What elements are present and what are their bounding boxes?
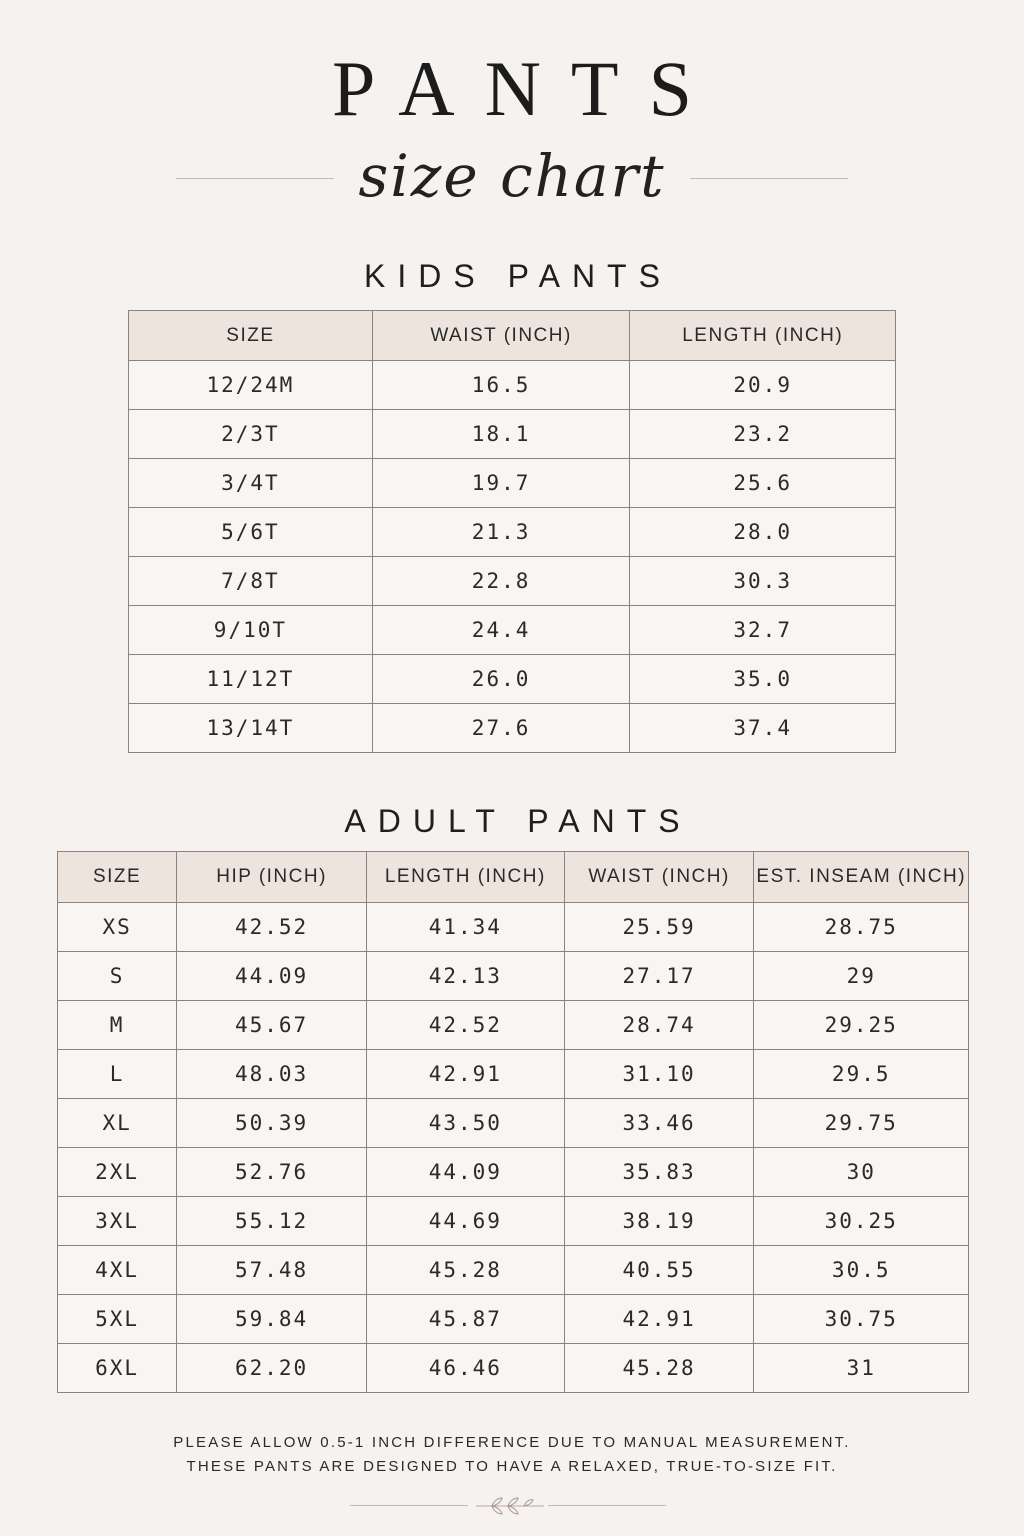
table-row <box>58 1001 969 1050</box>
kids-table-body <box>129 361 896 753</box>
note-fit: THESE PANTS ARE DESIGNED TO HAVE A RELAXED, TRUE-TO-SIZE FIT. <box>186 1458 838 1475</box>
adult-header-row <box>58 852 969 903</box>
kids-header-row <box>129 311 896 361</box>
table-cell: 44.09 <box>177 952 367 1001</box>
table-cell: 42.13 <box>366 952 564 1001</box>
table-row <box>58 1099 969 1148</box>
table-cell: 21.3 <box>372 508 630 557</box>
divider-right <box>690 178 848 179</box>
table-cell: S <box>58 952 177 1001</box>
table-cell: 33.46 <box>564 1099 754 1148</box>
table-row <box>129 704 896 753</box>
footer-divider-left <box>350 1505 468 1506</box>
table-cell: 26.0 <box>372 655 630 704</box>
footer-divider-right <box>548 1505 666 1506</box>
table-cell: 3/4T <box>129 459 373 508</box>
table-cell: 25.59 <box>564 903 754 952</box>
table-cell: 30.25 <box>754 1197 969 1246</box>
table-cell: 29.5 <box>754 1050 969 1099</box>
page-subtitle: size chart <box>358 142 666 210</box>
table-cell: 7/8T <box>129 557 373 606</box>
table-cell: 22.8 <box>372 557 630 606</box>
table-cell: 42.91 <box>564 1295 754 1344</box>
column-header: LENGTH (INCH) <box>630 311 896 361</box>
column-header: SIZE <box>58 852 177 903</box>
table-cell: 30.5 <box>754 1246 969 1295</box>
column-header: WAIST (INCH) <box>372 311 630 361</box>
table-cell: 42.52 <box>366 1001 564 1050</box>
table-cell: 31.10 <box>564 1050 754 1099</box>
column-header: HIP (INCH) <box>177 852 367 903</box>
subtitle-row <box>0 140 1024 220</box>
table-cell: 45.28 <box>564 1344 754 1393</box>
table-cell: 37.4 <box>630 704 896 753</box>
table-cell: 4XL <box>58 1246 177 1295</box>
table-cell: 59.84 <box>177 1295 367 1344</box>
table-row <box>58 903 969 952</box>
table-cell: 45.28 <box>366 1246 564 1295</box>
table-row <box>129 508 896 557</box>
table-row <box>58 952 969 1001</box>
table-cell: 38.19 <box>564 1197 754 1246</box>
table-cell: 28.75 <box>754 903 969 952</box>
table-cell: 6XL <box>58 1344 177 1393</box>
table-cell: 35.83 <box>564 1148 754 1197</box>
table-cell: 9/10T <box>129 606 373 655</box>
table-cell: 29.75 <box>754 1099 969 1148</box>
table-cell: 27.17 <box>564 952 754 1001</box>
table-cell: 25.6 <box>630 459 896 508</box>
table-cell: 28.0 <box>630 508 896 557</box>
table-row <box>129 655 896 704</box>
table-row <box>58 1050 969 1099</box>
table-cell: 13/14T <box>129 704 373 753</box>
table-cell: 16.5 <box>372 361 630 410</box>
table-cell: 45.87 <box>366 1295 564 1344</box>
leaf-sprig-icon <box>472 1492 548 1520</box>
table-cell: 3XL <box>58 1197 177 1246</box>
table-cell: 48.03 <box>177 1050 367 1099</box>
table-cell: 52.76 <box>177 1148 367 1197</box>
table-row <box>58 1246 969 1295</box>
kids-size-table <box>128 310 896 753</box>
table-cell: 40.55 <box>564 1246 754 1295</box>
table-cell: 50.39 <box>177 1099 367 1148</box>
table-cell: L <box>58 1050 177 1099</box>
column-header: WAIST (INCH) <box>564 852 754 903</box>
table-cell: 31 <box>754 1344 969 1393</box>
table-cell: 46.46 <box>366 1344 564 1393</box>
table-row <box>129 459 896 508</box>
table-cell: 11/12T <box>129 655 373 704</box>
table-cell: 20.9 <box>630 361 896 410</box>
table-cell: 2/3T <box>129 410 373 459</box>
page-title: PANTS <box>332 45 722 132</box>
table-row <box>129 410 896 459</box>
column-header: SIZE <box>129 311 373 361</box>
table-cell: 42.91 <box>366 1050 564 1099</box>
table-cell: XS <box>58 903 177 952</box>
adult-size-table <box>57 851 969 1393</box>
table-cell: 30.75 <box>754 1295 969 1344</box>
table-cell: 35.0 <box>630 655 896 704</box>
table-cell: 55.12 <box>177 1197 367 1246</box>
table-cell: 5/6T <box>129 508 373 557</box>
adult-table-body <box>58 903 969 1393</box>
table-row <box>129 606 896 655</box>
column-header: EST. INSEAM (INCH) <box>754 852 969 903</box>
kids-heading: KIDS PANTS <box>364 258 672 294</box>
table-cell: 45.67 <box>177 1001 367 1050</box>
table-cell: M <box>58 1001 177 1050</box>
table-row <box>129 361 896 410</box>
table-cell: 29.25 <box>754 1001 969 1050</box>
table-cell: 43.50 <box>366 1099 564 1148</box>
table-cell: 23.2 <box>630 410 896 459</box>
table-row <box>58 1295 969 1344</box>
table-cell: 29 <box>754 952 969 1001</box>
table-cell: 24.4 <box>372 606 630 655</box>
table-cell: 30.3 <box>630 557 896 606</box>
table-cell: 2XL <box>58 1148 177 1197</box>
adult-heading: ADULT PANTS <box>344 803 692 839</box>
table-cell: 27.6 <box>372 704 630 753</box>
table-row <box>129 557 896 606</box>
table-cell: 62.20 <box>177 1344 367 1393</box>
table-row <box>58 1344 969 1393</box>
table-row <box>58 1197 969 1246</box>
table-cell: 5XL <box>58 1295 177 1344</box>
note-measurement: PLEASE ALLOW 0.5-1 INCH DIFFERENCE DUE TO MANUAL MEASUREMENT. <box>173 1434 851 1451</box>
table-cell: 41.34 <box>366 903 564 952</box>
divider-left <box>176 178 334 179</box>
table-cell: 44.69 <box>366 1197 564 1246</box>
table-cell: 44.09 <box>366 1148 564 1197</box>
table-cell: 12/24M <box>129 361 373 410</box>
column-header: LENGTH (INCH) <box>366 852 564 903</box>
table-cell: 30 <box>754 1148 969 1197</box>
table-cell: 28.74 <box>564 1001 754 1050</box>
table-cell: 18.1 <box>372 410 630 459</box>
table-cell: 57.48 <box>177 1246 367 1295</box>
table-cell: 42.52 <box>177 903 367 952</box>
table-cell: 19.7 <box>372 459 630 508</box>
table-row <box>58 1148 969 1197</box>
table-cell: XL <box>58 1099 177 1148</box>
table-cell: 32.7 <box>630 606 896 655</box>
